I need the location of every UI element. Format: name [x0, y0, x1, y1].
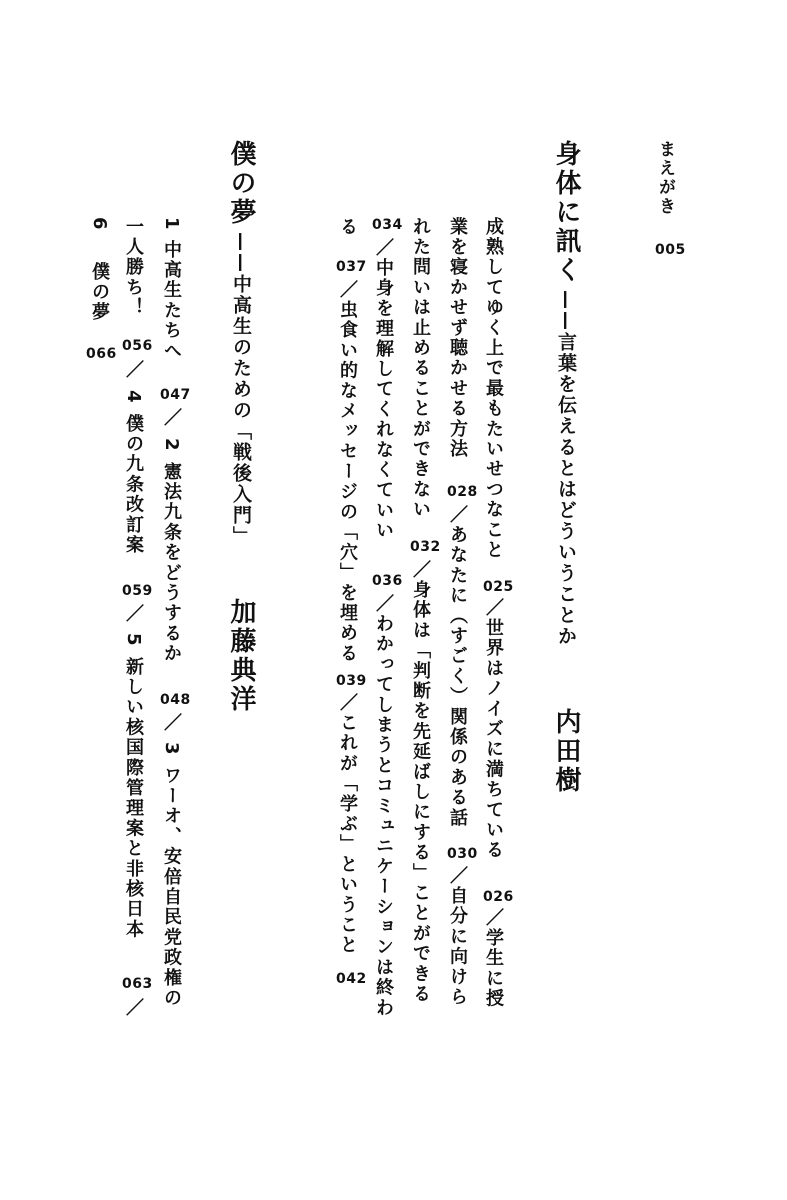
- s2-col1-slash2: ／: [161, 713, 182, 734]
- s1-col4-text: ／中身を理解してくれなくていい: [373, 238, 394, 541]
- s2-col2-num: 4: [123, 390, 144, 405]
- s1-col1-rest: ／世界はノイズに満ちている: [483, 598, 504, 861]
- s1-col1-page2: 026: [483, 889, 514, 905]
- s1-col3-rest: ／身体は「判断を先延ばしにする」ことができる: [410, 560, 431, 1005]
- s1-col1-end: ／学生に授: [483, 908, 504, 1009]
- s2-col2-text3: 新しい核国際管理案と非核日本: [123, 657, 144, 940]
- s2-col1-slash1: ／: [161, 408, 182, 429]
- s2-col1-text2: 憲法九条をどうするか: [161, 462, 182, 664]
- s2-col3-page: 066: [86, 346, 117, 362]
- s2-col2-slash1: ／: [123, 360, 144, 381]
- s1-col5-page: 037: [336, 259, 367, 275]
- s1-col5-text: る: [337, 217, 358, 238]
- section1-title: 身体に訊く: [551, 140, 581, 285]
- s1-col2-page: 028: [447, 484, 478, 500]
- s2-col1-text: 中高生たちへ: [161, 240, 182, 362]
- s1-col3-text: れた問いは止めることができない: [410, 217, 431, 520]
- section1-subtitle: ——言葉を伝えるとはどういうことか: [555, 290, 577, 647]
- s1-col2-page2: 030: [447, 846, 478, 862]
- s2-col3-text: 僕の夢: [89, 262, 110, 323]
- preface-page: 005: [655, 242, 686, 258]
- s1-col5-page3: 042: [336, 971, 367, 987]
- s2-col2-slash2: ／: [123, 604, 144, 625]
- section2-author: 加藤典洋: [226, 598, 256, 714]
- s2-col1-num2: 2: [161, 438, 182, 453]
- s1-col4-page2: 036: [372, 573, 403, 589]
- s2-col1-num1: 1: [161, 217, 182, 232]
- s1-col4-rest: ／わかってしまうとコミュニケーションは終わ: [373, 594, 394, 1019]
- s2-col1-num3: 3: [161, 742, 182, 757]
- s2-col2-slash3: ／: [123, 998, 144, 1019]
- s1-col5-rest: ／虫食い的なメッセージの「穴」を埋める: [337, 280, 358, 664]
- s2-col1-text3: ワーオ、安倍自民党政権の: [161, 766, 182, 1009]
- s1-col2-end: ／自分に向けら: [447, 866, 468, 1008]
- s1-col1-page: 025: [483, 579, 514, 595]
- s2-col2-page2: 059: [122, 583, 153, 599]
- s1-col5-page2: 039: [336, 673, 367, 689]
- s2-col1-page2: 048: [160, 692, 191, 708]
- s1-col2-text: 業を寝かせず聴かせる方法: [447, 217, 468, 460]
- s1-col1-text: 成熟してゆく上で最もたいせつなこと: [483, 217, 504, 561]
- s2-col2-page: 056: [122, 338, 153, 354]
- preface-label: まえがき: [655, 140, 675, 216]
- s2-col2-num2: 5: [123, 633, 144, 648]
- s2-col3-num: 6: [89, 217, 110, 232]
- s2-col2-text2: 僕の九条改訂案: [123, 414, 144, 556]
- s2-col2-text: 一人勝ち！: [123, 217, 144, 318]
- s2-col2-page3: 063: [122, 976, 153, 992]
- section2-subtitle: ——中高生のための「戦後入門」: [230, 232, 252, 547]
- s1-col3-page: 032: [410, 539, 441, 555]
- s1-col2-rest: ／あなたに（すごく）関係のある話: [447, 505, 468, 829]
- s1-col4-page: 034: [372, 217, 403, 233]
- s2-col1-page: 047: [160, 387, 191, 403]
- s1-col5-end: ／これが「学ぶ」ということ: [337, 693, 358, 956]
- section2-title: 僕の夢: [226, 140, 256, 227]
- section1-author: 内田樹: [551, 708, 581, 795]
